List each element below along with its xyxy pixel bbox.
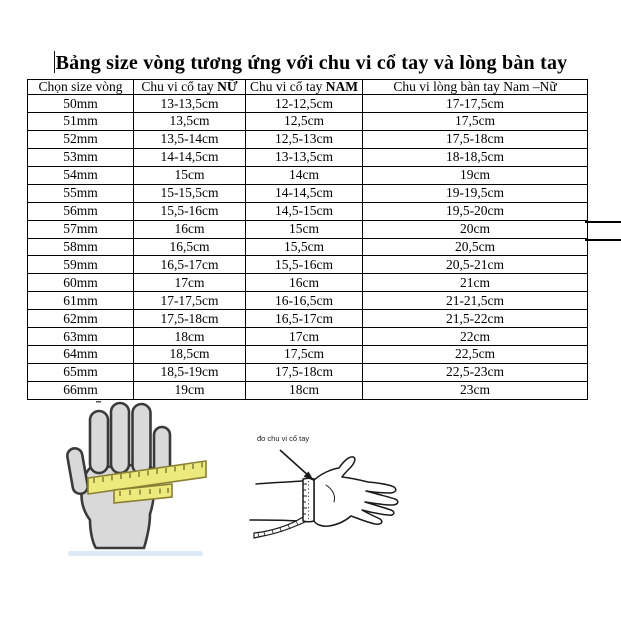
table-cell: 16cm: [134, 220, 246, 238]
size-chart-table: [27, 79, 588, 400]
table-row: [28, 381, 588, 399]
page-title: [0, 51, 621, 75]
table-cell: 22,5-23cm: [363, 364, 588, 382]
table-cell: 22,5cm: [363, 346, 588, 364]
table-cell: 64mm: [28, 346, 134, 364]
table-row: [28, 364, 588, 382]
hand-outline: [314, 457, 398, 526]
table-cell: 50mm: [28, 95, 134, 113]
palm-measurement-illustration: [60, 398, 210, 563]
table-cell: 19cm: [134, 381, 246, 399]
table-cell: 22cm: [363, 328, 588, 346]
table-cell: 15,5cm: [246, 238, 363, 256]
table-row: [28, 238, 588, 256]
column-header-size: Chọn size vòng: [28, 80, 134, 95]
table-body: [28, 95, 588, 400]
table-cell: 15,5-16cm: [134, 202, 246, 220]
wrist-measurement-illustration: [248, 424, 413, 559]
table-cell: 17cm: [134, 274, 246, 292]
artifact-streak: [68, 551, 203, 556]
table-cell: 60mm: [28, 274, 134, 292]
table-row: [28, 328, 588, 346]
artifact-dash: [96, 401, 101, 403]
table-cell: 21cm: [363, 274, 588, 292]
table-cell: 17,5-18cm: [134, 310, 246, 328]
table-row: [28, 184, 588, 202]
table-cell: 14-14,5cm: [134, 148, 246, 166]
table-cell: 55mm: [28, 184, 134, 202]
table-cell: 14cm: [246, 166, 363, 184]
table-cell: 17,5cm: [246, 346, 363, 364]
table-cell: 17-17,5cm: [134, 292, 246, 310]
table-cell: 15cm: [134, 166, 246, 184]
index-finger: [90, 411, 108, 473]
table-cell: 17,5-18cm: [246, 364, 363, 382]
page-title-text: Bảng size vòng tương ứng với chu vi cổ tay và lòng bàn tay: [55, 52, 568, 75]
table-row: [28, 148, 588, 166]
table-cell: 13-13,5cm: [246, 148, 363, 166]
table-cell: 17,5-18cm: [363, 131, 588, 149]
table-cell: 21-21,5cm: [363, 292, 588, 310]
column-header-wrist-men: Chu vi cổ tay NAM: [246, 80, 363, 95]
table-row: [28, 346, 588, 364]
table-cell: 52mm: [28, 131, 134, 149]
thumb: [66, 447, 89, 495]
annotation-arrow-line: [280, 450, 310, 477]
forearm-lines: [250, 481, 302, 521]
table-cell: 65mm: [28, 364, 134, 382]
table-cell: 16,5-17cm: [134, 256, 246, 274]
table-cell: 16-16,5cm: [246, 292, 363, 310]
table-cell: 14,5-15cm: [246, 202, 363, 220]
table-cell: 17,5cm: [363, 113, 588, 131]
table-cell: 14-14,5cm: [246, 184, 363, 202]
table-cell: 62mm: [28, 310, 134, 328]
table-cell: 13-13,5cm: [134, 95, 246, 113]
table-row: [28, 131, 588, 149]
middle-finger: [111, 403, 129, 473]
text-cursor: [54, 51, 55, 73]
table-cell: 15cm: [246, 220, 363, 238]
table-row: [28, 166, 588, 184]
table-cell: 16,5-17cm: [246, 310, 363, 328]
table-cell: 59mm: [28, 256, 134, 274]
table-cell: 12,5-13cm: [246, 131, 363, 149]
wrist-measure-label: đo chu vi cổ tay: [257, 434, 310, 443]
table-cell: 17cm: [246, 328, 363, 346]
table-row: [28, 310, 588, 328]
table-cell: 18cm: [134, 328, 246, 346]
ring-finger: [133, 404, 151, 474]
table-cell: 18-18,5cm: [363, 148, 588, 166]
table-row: [28, 202, 588, 220]
table-cell: 19,5-20cm: [363, 202, 588, 220]
table-row: [28, 113, 588, 131]
column-header-wrist-women: Chu vi cổ tay NỮ: [134, 80, 246, 95]
table-cell: 12-12,5cm: [246, 95, 363, 113]
table-cell: 23cm: [363, 381, 588, 399]
column-header-palm: Chu vi lòng bàn tay Nam –Nữ: [363, 80, 588, 95]
table-cell: 16,5cm: [134, 238, 246, 256]
table-cell: 51mm: [28, 113, 134, 131]
table-cell: 21,5-22cm: [363, 310, 588, 328]
table-cell: 16cm: [246, 274, 363, 292]
table-cell: 66mm: [28, 381, 134, 399]
table-cell: 53mm: [28, 148, 134, 166]
table-cell: 56mm: [28, 202, 134, 220]
table-cell: 63mm: [28, 328, 134, 346]
table-row: [28, 256, 588, 274]
table-cell: 20cm: [363, 220, 588, 238]
table-cell: 54mm: [28, 166, 134, 184]
table-cell: 20,5-21cm: [363, 256, 588, 274]
table-cell: 17-17,5cm: [363, 95, 588, 113]
table-cell: 61mm: [28, 292, 134, 310]
table-cell: 58mm: [28, 238, 134, 256]
row-border-extension-top: [585, 221, 621, 223]
table-cell: 15-15,5cm: [134, 184, 246, 202]
table-row: [28, 274, 588, 292]
table-cell: 19-19,5cm: [363, 184, 588, 202]
table-cell: 19cm: [363, 166, 588, 184]
table-cell: 57mm: [28, 220, 134, 238]
table-cell: 20,5cm: [363, 238, 588, 256]
row-border-extension-bottom: [585, 239, 621, 241]
table-header-row: [28, 80, 588, 95]
table-cell: 15,5-16cm: [246, 256, 363, 274]
table-row: [28, 292, 588, 310]
table-cell: 13,5cm: [134, 113, 246, 131]
table-cell: 18,5cm: [134, 346, 246, 364]
table-row: [28, 95, 588, 113]
table-cell: 12,5cm: [246, 113, 363, 131]
table-row: [28, 220, 588, 238]
table-cell: 13,5-14cm: [134, 131, 246, 149]
table-cell: 18cm: [246, 381, 363, 399]
table-cell: 18,5-19cm: [134, 364, 246, 382]
